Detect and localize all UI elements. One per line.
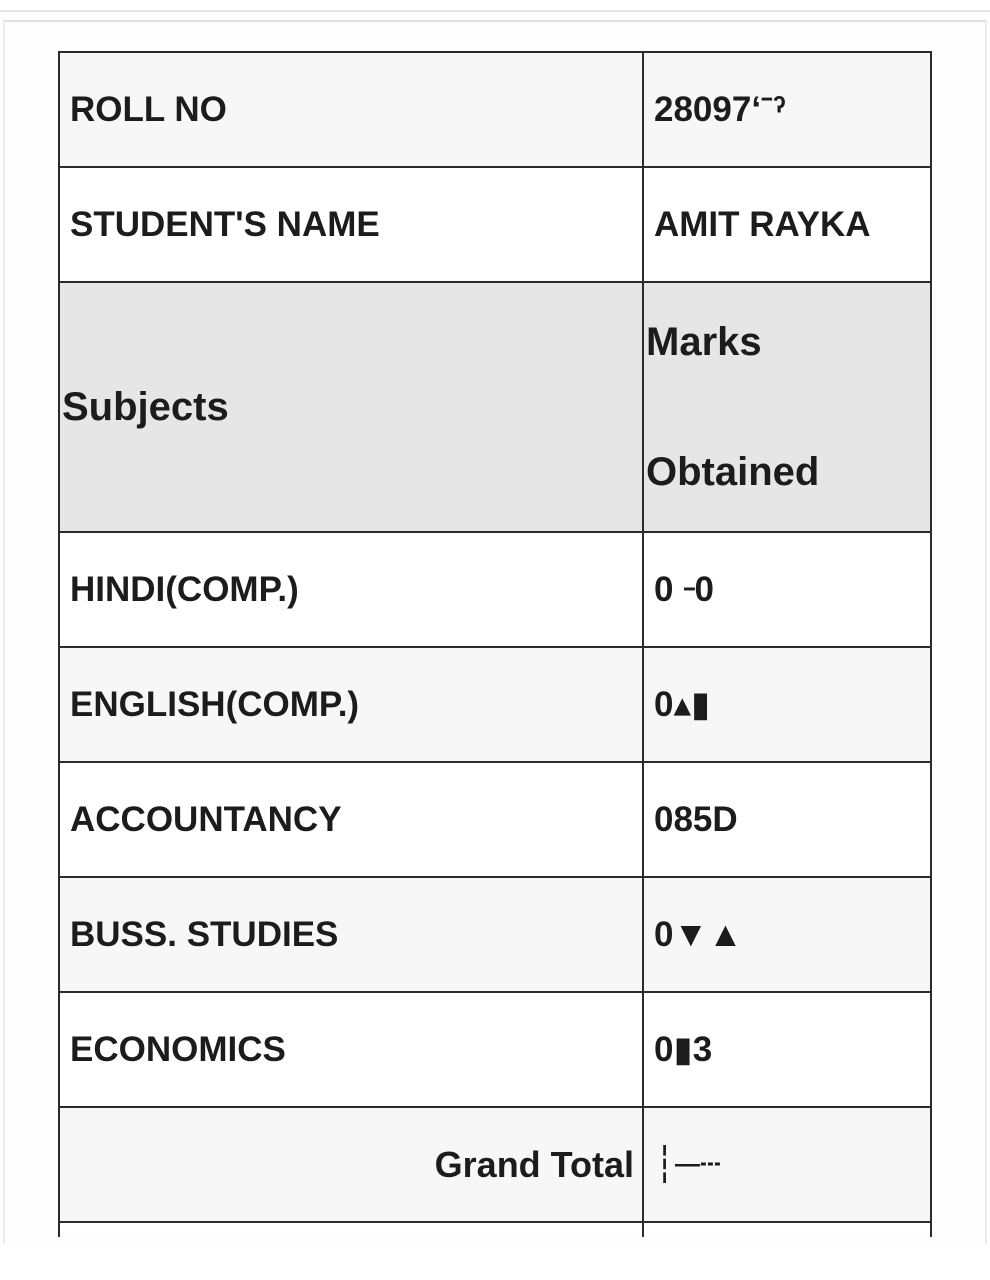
table-row [59, 762, 931, 877]
subject-name: ENGLISH(COMP.) [59, 647, 643, 762]
marks-header-line1: Marks [646, 320, 762, 364]
roll-label: ROLL NO [59, 52, 643, 167]
subject-marks: 0▴▮ [643, 647, 931, 762]
subject-marks: 085D [643, 762, 931, 877]
table-row [59, 992, 931, 1107]
subject-name: ACCOUNTANCY [59, 762, 643, 877]
table-row-roll [59, 52, 931, 167]
roll-value: 28097ʻˉˀ [643, 52, 931, 167]
subject-marks: 0▼▲ [643, 877, 931, 992]
subject-marks: 0╶0 [643, 532, 931, 647]
subject-marks: 0▮3 [643, 992, 931, 1107]
name-label: STUDENT'S NAME [59, 167, 643, 282]
name-value: AMIT RAYKA [643, 167, 931, 282]
top-divider [0, 10, 990, 12]
marks-header-line2: Obtained [646, 450, 820, 494]
cutoff-cell-left [59, 1222, 643, 1237]
grand-total-label: Grand Total [59, 1107, 643, 1222]
table-header-row [59, 282, 931, 532]
table-row [59, 647, 931, 762]
table-row-cutoff [59, 1222, 931, 1237]
table-row [59, 532, 931, 647]
subjects-header: Subjects [59, 282, 643, 532]
marks-header [643, 282, 931, 532]
cutoff-cell-right [643, 1222, 931, 1237]
subject-name: BUSS. STUDIES [59, 877, 643, 992]
grand-total-value: ┆─┄ [643, 1107, 931, 1222]
marks-table [58, 51, 932, 1237]
bottom-edge [0, 1244, 990, 1280]
table-row [59, 877, 931, 992]
subject-name: ECONOMICS [59, 992, 643, 1107]
subject-name: HINDI(COMP.) [59, 532, 643, 647]
table-row-name [59, 167, 931, 282]
table-row-grand-total [59, 1107, 931, 1222]
